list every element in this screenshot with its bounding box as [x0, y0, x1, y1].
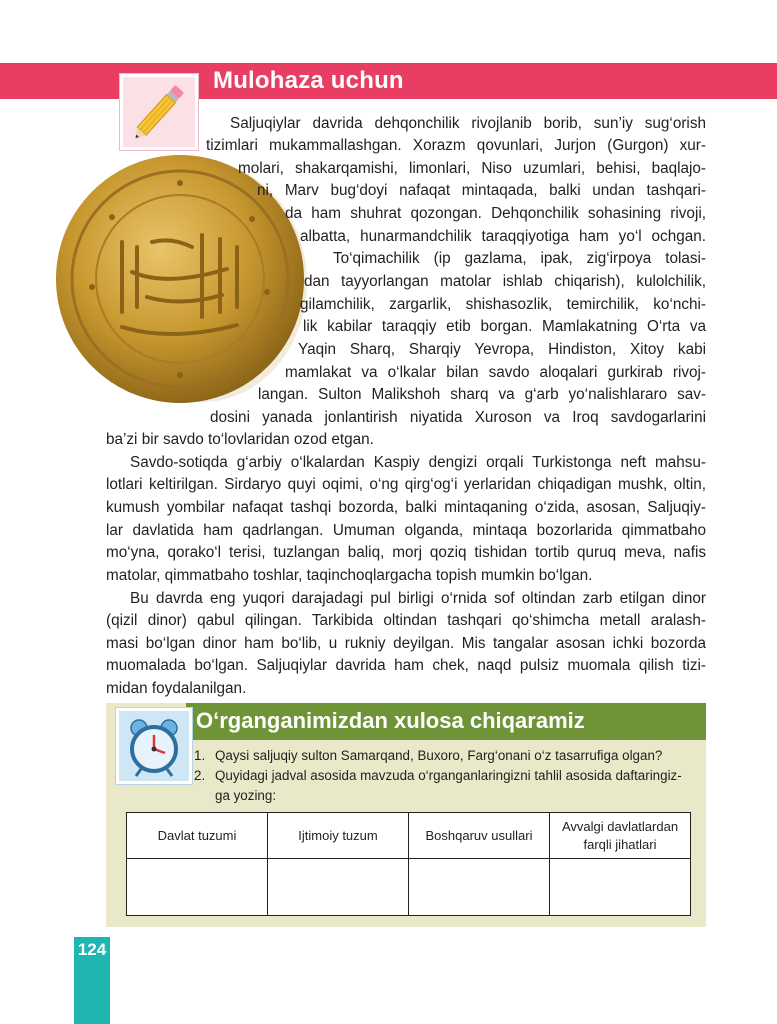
table-header-cell — [550, 813, 691, 859]
text-line: langan. Sulton Malikshoh sharq va g‘arb yo‘nalishlararo sav- — [258, 386, 706, 403]
table-header-row — [127, 813, 691, 859]
question-2-line: ga yozing: — [215, 788, 277, 803]
section-title: Mulohaza uchun — [213, 67, 404, 94]
text-line: ba’zi bir savdo to‘lovlaridan ozod etgan. — [106, 431, 374, 448]
text-line: gilamchilik, zargarlik, shishasozlik, temirchilik, ko‘nchi- — [300, 296, 706, 313]
text-line: ni, Marv bug‘doyi nafaqat mintaqada, balki undan tashqari- — [257, 182, 706, 199]
text-line: muomalada bo‘lgan. Saljuqiylar davrida ham chek, naqd pulsiz muomala qilish tizi- — [106, 657, 706, 674]
text-line: Saljuqiylar davrida dehqonchilik rivojlanib borib, sun’iy sug‘orish — [230, 115, 706, 132]
question-1: Qaysi saljuqiy sulton Samarqand, Buxoro, Farg‘onani o‘z tasarrufiga olgan? — [215, 748, 663, 763]
text-line: Savdo-sotiqda g‘arbiy o‘lkalardan Kaspiy dengizi orqali Turkistonga neft mahsu- — [130, 454, 706, 471]
conclusion-header — [186, 703, 706, 740]
text-line: mo‘yna, qorako‘l terisi, tuzlangan baliq, morj qoziq tishidan tortib quruq meva, nafis — [106, 544, 706, 561]
table-header-cell: Ijtimoiy tuzum — [268, 813, 409, 859]
text-line: da ham shuhrat qozongan. Dehqonchilik sohasining rivoji, — [285, 205, 706, 222]
table-header-line: Avvalgi davlatlardan — [561, 818, 679, 834]
page-number-bar — [74, 937, 110, 1024]
text-line: lar davlatida ham qadrlangan. Umuman olganda, mintaqa bozorlarida qimmatbaho — [106, 522, 706, 539]
question-2-line: Quyidagi jadval asosida mavzuda o‘rganganlaringizni tahlil asosida daftaringiz- — [215, 768, 682, 783]
table-row — [127, 859, 691, 916]
question-2-number: 2. — [194, 768, 206, 783]
header-banner — [0, 63, 777, 99]
text-line: molari, shakarqamishi, limonlari, Niso uzumlari, behisi, baqlajo- — [238, 160, 706, 177]
text-line: kumush yombilar nafaqat tashqi bozorda, balki mintaqaning o‘zida, asosan, Saljuqiy- — [106, 499, 706, 516]
text-line: dosini yanada jonlantirish niyatida Xuroson va Iroq savdogarlarini — [210, 409, 706, 426]
table-cell — [550, 859, 691, 916]
text-line: lik kabilar taraqqiy etib borgan. Mamlakatning O‘rta va — [303, 318, 706, 335]
table-cell — [409, 859, 550, 916]
text-line: albatta, hunarmandchilik taraqqiyotiga ham yo‘l ochgan. — [300, 228, 706, 245]
text-line: To‘qimachilik (ip gazlama, ipak, zig‘irpoya tolasi- — [333, 250, 706, 267]
table-header-cell: Davlat tuzumi — [127, 813, 268, 859]
page-number: 124 — [77, 940, 107, 959]
text-line: (qizil dinor) qabul qilingan. Tarkibida oltindan tashqari qo‘shimcha metall aralash- — [106, 612, 706, 629]
text-line: Yaqin Sharq, Sharqiy Yevropa, Hindiston, Xitoy kabi — [298, 341, 706, 358]
table-header-cell: Boshqaruv usullari — [409, 813, 550, 859]
text-line: mamlakat va o‘lkalar bilan savdo aloqalari gurkirab rivoj- — [285, 364, 706, 381]
text-line: midan foydalanilgan. — [106, 680, 247, 697]
text-line: Bu davrda eng yuqori darajadagi pul birligi o‘rnida sof oltindan zarb etilgan dinor — [130, 590, 706, 607]
text-line: dan tayyorlangan matolar ishlab chiqarish), kulolchilik, — [304, 273, 706, 290]
question-1-number: 1. — [194, 748, 206, 763]
table-cell — [127, 859, 268, 916]
table-cell — [268, 859, 409, 916]
analysis-table — [126, 812, 691, 916]
text-line: matolar, qimmatbaho toshlar, taqinchoqlargacha topish mumkin bo‘lgan. — [106, 567, 593, 584]
text-line: lotlari keltirilgan. Sirdaryo quyi oqimi, o‘ng qirg‘og‘i yerlaridan chiqadigan mushk, oltin, — [106, 476, 706, 493]
text-line: masi bo‘lgan dinor ham bo‘lib, u rukniy deyilgan. Mis tangalar asosan ichki bozorda — [106, 635, 706, 652]
table-header-line: farqli jihatlari — [583, 836, 657, 852]
pencil-icon — [120, 74, 198, 150]
text-line: tizimlari mukammallashgan. Xorazm qovunlari, Jurjon (Gurgon) xur- — [206, 137, 706, 154]
alarm-clock-icon — [116, 708, 192, 784]
conclusion-title: O‘rganganimizdan xulosa chiqaramiz — [196, 708, 585, 733]
